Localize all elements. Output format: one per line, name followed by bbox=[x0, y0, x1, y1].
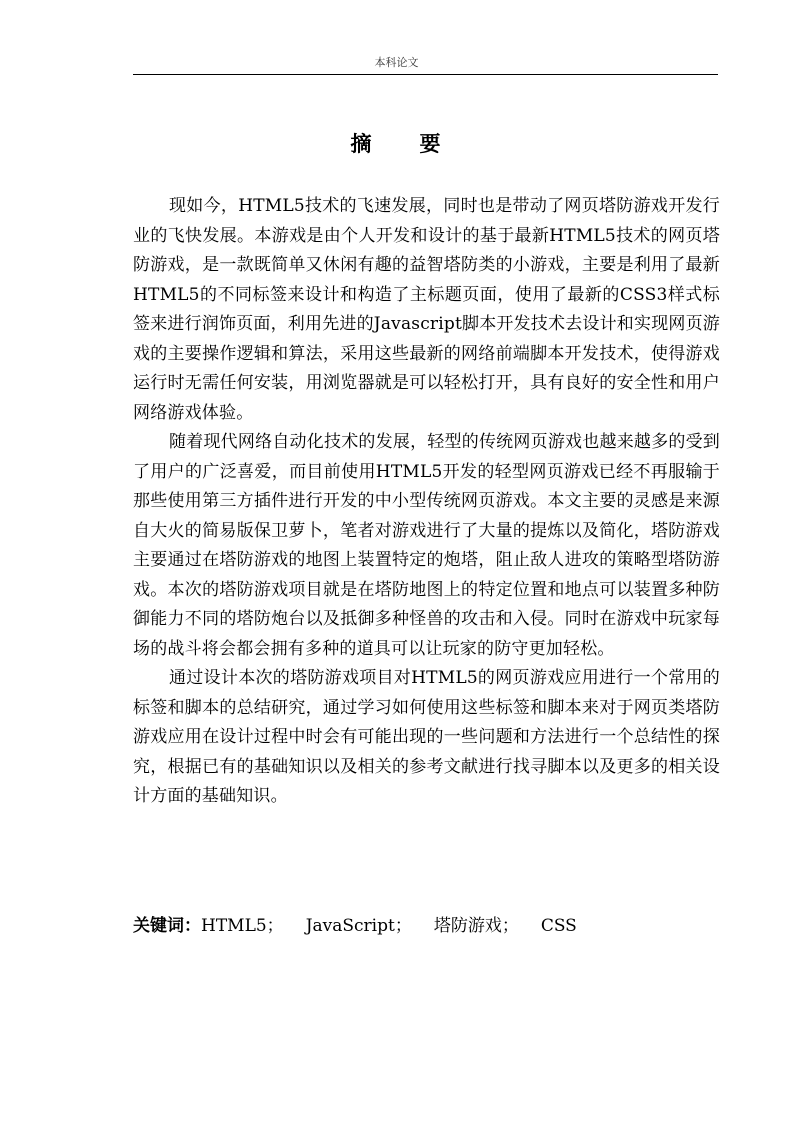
abstract-title: 摘 要 bbox=[350, 131, 443, 156]
keyword-item: HTML5； bbox=[201, 916, 284, 936]
keyword-item: CSS bbox=[540, 916, 577, 936]
abstract-paragraph-3: 通过设计本次的塔防游戏项目对HTML5的网页游戏应用进行一个常用的标签和脚本的总结研究，通过学习如何使用这些标签和脚本来对于网页类塔防游戏应用在设计过程中时会有可能出现的一些问题和方法进行一个总结性的探究，根据已有的基础知识以及相关的参考文献进行找寻脚本以及更多的相关设计方面的基础知识。 bbox=[133, 668, 720, 806]
abstract-paragraph-2: 随着现代网络自动化技术的发展，轻型的传统网页游戏也越来越多的受到了用户的广泛喜爱，而目前使用HTML5开发的轻型网页游戏已经不再服输于那些使用第三方插件进行开发的中小型传统网页游戏。本文主要的灵感是来源自大火的简易版保卫萝卜，笔者对游戏进行了大量的提炼以及简化，塔防游戏主要通过在塔防游戏的地图上装置特定的炮塔，阻止敌人进攻的策略型塔防游戏。本次的塔防游戏项目就是在塔防地图上的特定位置和地点可以装置多种防御能力不同的塔防炮台以及抵御多种怪兽的攻击和入侵。同时在游戏中玩家每场的战斗将会都会拥有多种的道具可以让玩家的防守更加轻松。 bbox=[133, 432, 720, 659]
header-rule bbox=[133, 74, 718, 75]
running-header: 本科论文 bbox=[374, 56, 419, 69]
keywords-label: 关键词： bbox=[133, 916, 201, 936]
keywords-line bbox=[133, 912, 577, 940]
keyword-item: JavaScript； bbox=[305, 916, 412, 936]
keyword-item: 塔防游戏； bbox=[433, 916, 519, 936]
abstract-body bbox=[133, 192, 720, 812]
abstract-paragraph-1: 现如今，HTML5技术的飞速发展，同时也是带动了网页塔防游戏开发行业的飞快发展。本游戏是由个人开发和设计的基于最新HTML5技术的网页塔防游戏，是一款既简单又休闲有趣的益智塔防类的小游戏，主要是利用了最新HTML5的不同标签来设计和构造了主标题页面，使用了最新的CSS3样式标签来进行润饰页面，利用先进的Javascript脚本开发技术去设计和实现网页游戏的主要操作逻辑和算法，采用这些最新的网络前端脚本开发技术，使得游戏运行时无需任何安装，用浏览器就是可以轻松打开，具有良好的安全性和用户网络游戏体验。 bbox=[133, 196, 721, 423]
